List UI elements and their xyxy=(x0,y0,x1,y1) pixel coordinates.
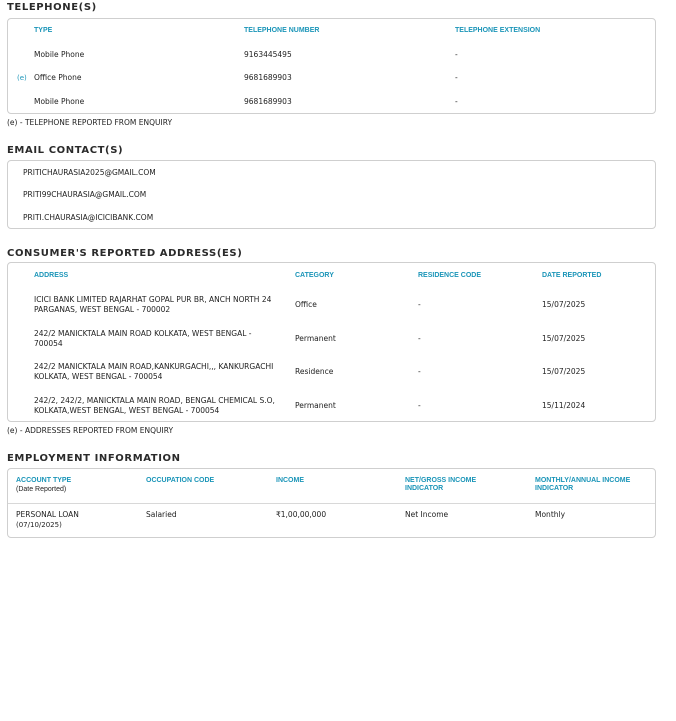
address-residence-code: - xyxy=(418,367,421,376)
employment-section-title: EMPLOYMENT INFORMATION xyxy=(7,453,181,464)
address-residence-code: - xyxy=(418,334,421,343)
employment-header-monthly-annual: MONTHLY/ANNUAL INCOME INDICATOR xyxy=(535,477,631,492)
telephone-number: 9681689903 xyxy=(244,97,292,106)
address-text: 242/2 MANICKTALA MAIN ROAD,KANKURGACHI,,, KANKURGACHI KOLKATA, WEST BENGAL - 700054 xyxy=(34,362,274,381)
address-header-address: ADDRESS xyxy=(34,272,69,279)
telephone-type: Mobile Phone xyxy=(34,50,85,59)
address-header-date: DATE REPORTED xyxy=(542,272,602,279)
address-category: Permanent xyxy=(295,401,336,410)
address-date: 15/11/2024 xyxy=(542,401,586,410)
account-type-value: PERSONAL LOAN xyxy=(16,510,79,519)
telephone-extension: - xyxy=(455,50,458,59)
telephone-type: Mobile Phone xyxy=(34,97,85,106)
address-text: 242/2 MANICKTALA MAIN ROAD KOLKATA, WEST BENGAL - 700054 xyxy=(34,329,252,348)
email-section-title: EMAIL CONTACT(S) xyxy=(7,145,124,156)
address-header-residence-code: RESIDENCE CODE xyxy=(418,272,482,279)
account-type-label: ACCOUNT TYPE xyxy=(16,477,72,484)
employment-header-income: INCOME xyxy=(276,477,304,484)
address-category: Residence xyxy=(295,367,334,376)
telephone-type: Office Phone xyxy=(34,73,82,82)
address-category: Office xyxy=(295,300,317,309)
employment-occupation: Salaried xyxy=(146,510,177,519)
list-item: PRITI99CHAURASIA@GMAIL.COM xyxy=(23,190,147,199)
address-residence-code: - xyxy=(418,401,421,410)
address-date: 15/07/2025 xyxy=(542,367,586,376)
employment-table xyxy=(7,468,656,538)
address-residence-code: - xyxy=(418,300,421,309)
telephone-number: 9163445495 xyxy=(244,50,292,59)
telephone-header-number: TELEPHONE NUMBER xyxy=(244,27,320,34)
header-divider xyxy=(8,503,655,504)
address-date: 15/07/2025 xyxy=(542,334,586,343)
account-date-reported: (07/10/2025) xyxy=(16,521,62,529)
email-list xyxy=(7,160,656,229)
telephone-number: 9681689903 xyxy=(244,73,292,82)
telephone-enquiry-note: (e) - TELEPHONE REPORTED FROM ENQUIRY xyxy=(7,118,173,127)
telephone-extension: - xyxy=(455,73,458,82)
address-category: Permanent xyxy=(295,334,336,343)
employment-monthly-annual: Monthly xyxy=(535,510,566,519)
telephone-table xyxy=(7,18,656,114)
employment-header-net-gross: NET/GROSS INCOME INDICATOR xyxy=(405,477,477,492)
address-text: 242/2, 242/2, MANICKTALA MAIN ROAD, BENGAL CHEMICAL S.O, KOLKATA,WEST BENGAL, WEST BENGAL - 700054 xyxy=(34,396,275,415)
employment-account-type xyxy=(16,510,79,530)
employment-net-gross: Net Income xyxy=(405,510,449,519)
address-header-category: CATEGORY xyxy=(295,272,334,279)
enquiry-mark: (e) xyxy=(17,74,27,82)
address-section-title: CONSUMER'S REPORTED ADDRESS(ES) xyxy=(7,248,243,259)
address-date: 15/07/2025 xyxy=(542,300,586,309)
employment-income: ₹1,00,00,000 xyxy=(276,510,327,519)
telephone-section-title: TELEPHONE(S) xyxy=(7,2,97,13)
employment-header-occupation: OCCUPATION CODE xyxy=(146,477,215,484)
telephone-header-extension: TELEPHONE EXTENSION xyxy=(455,27,541,34)
employment-header-account-type xyxy=(16,477,71,494)
address-text: ICICI BANK LIMITED RAJARHAT GOPAL PUR BR, ANCH NORTH 24 PARGANAS, WEST BENGAL - 700002 xyxy=(34,295,272,314)
telephone-extension: - xyxy=(455,97,458,106)
address-enquiry-note: (e) - ADDRESSES REPORTED FROM ENQUIRY xyxy=(7,426,174,435)
address-table xyxy=(7,262,656,422)
date-reported-label: (Date Reported) xyxy=(16,486,67,493)
telephone-header-type: TYPE xyxy=(34,27,53,34)
list-item: PRITI.CHAURASIA@ICICIBANK.COM xyxy=(23,213,154,222)
list-item: PRITICHAURASIA2025@GMAIL.COM xyxy=(23,168,156,177)
